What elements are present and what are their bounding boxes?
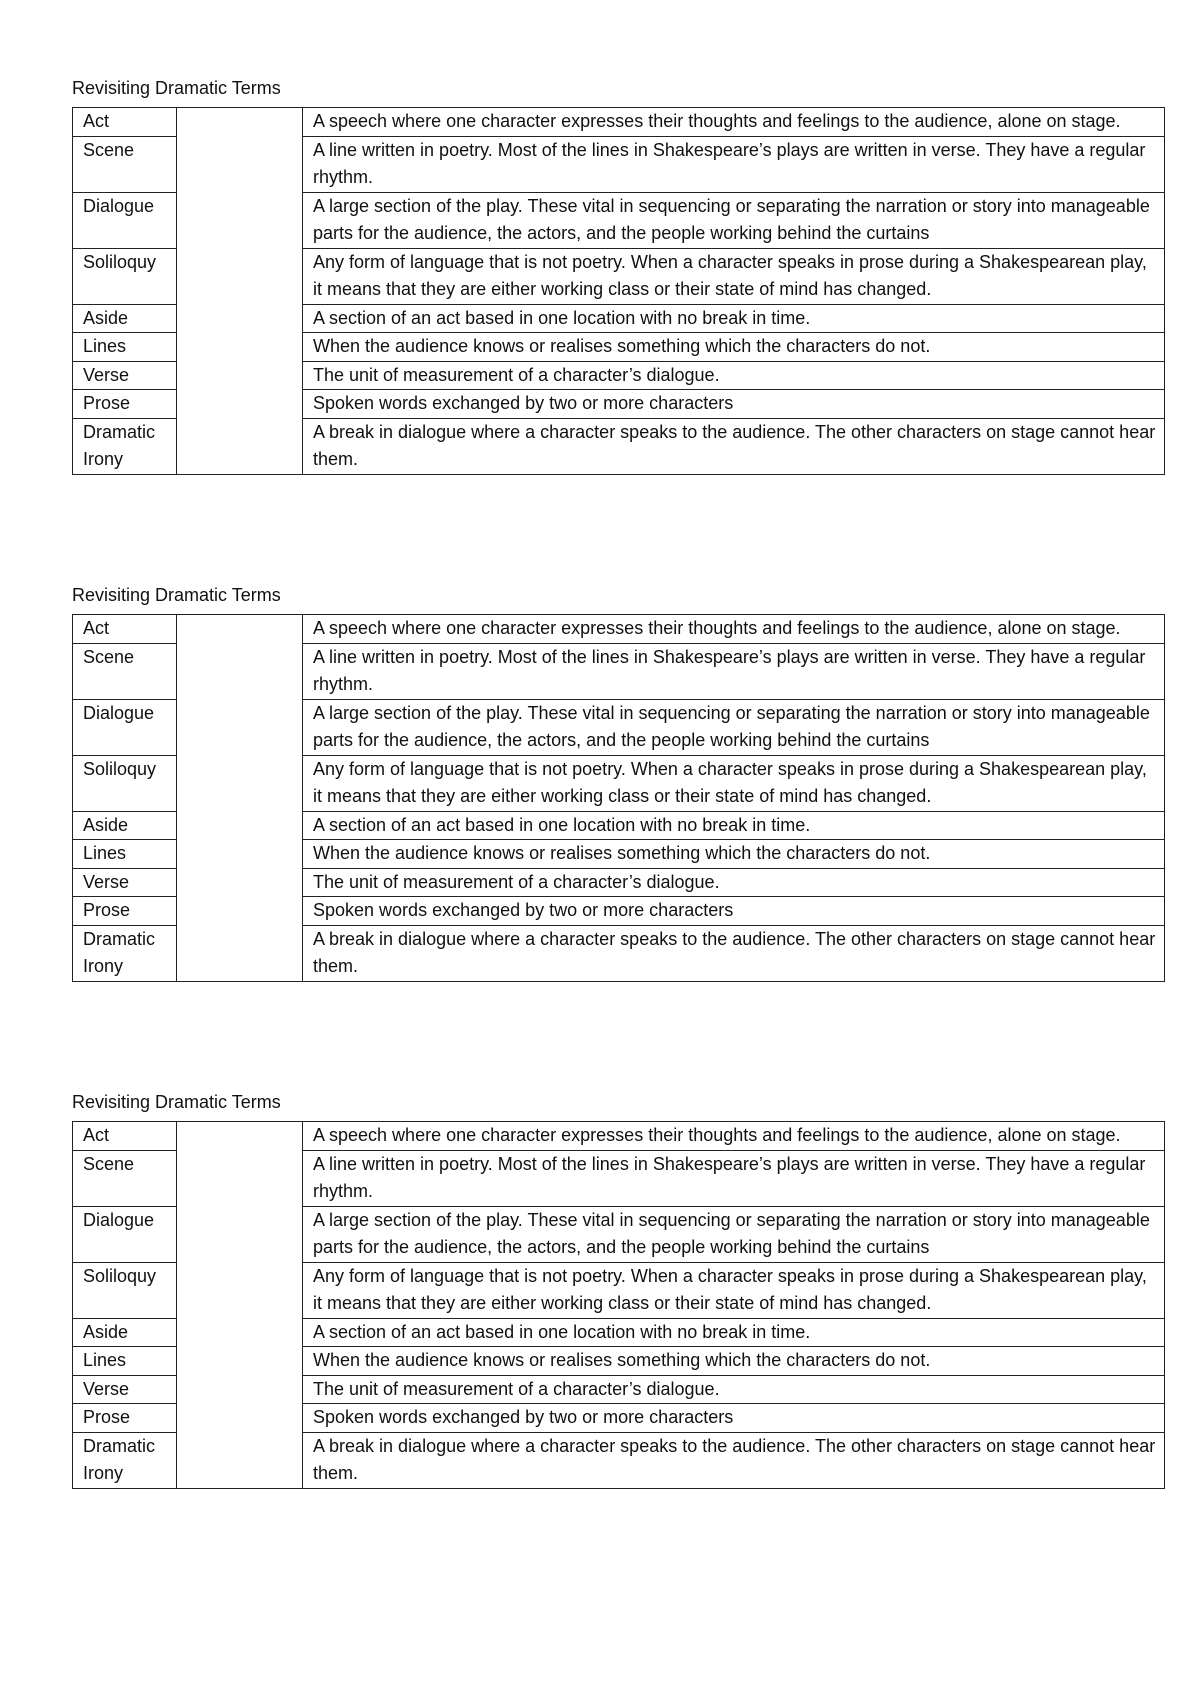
term-cell: Act bbox=[73, 108, 177, 137]
terms-table bbox=[72, 614, 1165, 982]
definition-cell: Spoken words exchanged by two or more characters bbox=[303, 1404, 1165, 1433]
definition-cell: Any form of language that is not poetry. When a character speaks in prose during a Shakespearean play, it means that they are either working class or their state of mind has changed. bbox=[303, 755, 1165, 811]
term-cell: Scene bbox=[73, 643, 177, 699]
answer-column[interactable] bbox=[177, 1122, 303, 1489]
term-cell: Prose bbox=[73, 897, 177, 926]
answer-column[interactable] bbox=[177, 108, 303, 475]
definition-cell: The unit of measurement of a character’s dialogue. bbox=[303, 361, 1165, 390]
term-cell: Dramatic Irony bbox=[73, 1432, 177, 1488]
term-cell: Act bbox=[73, 615, 177, 644]
definition-cell: A section of an act based in one location with no break in time. bbox=[303, 811, 1165, 840]
definition-cell: A large section of the play. These vital in sequencing or separating the narration or story into manageable parts for the audience, the actors, and the people working behind the curtains bbox=[303, 699, 1165, 755]
definition-cell: A large section of the play. These vital in sequencing or separating the narration or story into manageable parts for the audience, the actors, and the people working behind the curtains bbox=[303, 1206, 1165, 1262]
definition-cell: When the audience knows or realises something which the characters do not. bbox=[303, 1347, 1165, 1376]
term-cell: Verse bbox=[73, 1375, 177, 1404]
definition-cell: The unit of measurement of a character’s dialogue. bbox=[303, 1375, 1165, 1404]
definition-cell: A break in dialogue where a character speaks to the audience. The other characters on stage cannot hear them. bbox=[303, 1432, 1165, 1488]
definition-cell: Spoken words exchanged by two or more characters bbox=[303, 390, 1165, 419]
definition-cell: A section of an act based in one location with no break in time. bbox=[303, 304, 1165, 333]
term-cell: Verse bbox=[73, 868, 177, 897]
terms-section-2 bbox=[72, 583, 1164, 982]
definition-cell: A break in dialogue where a character speaks to the audience. The other characters on stage cannot hear them. bbox=[303, 925, 1165, 981]
term-cell: Dialogue bbox=[73, 192, 177, 248]
term-cell: Soliloquy bbox=[73, 755, 177, 811]
definition-cell: The unit of measurement of a character’s dialogue. bbox=[303, 868, 1165, 897]
term-cell: Soliloquy bbox=[73, 248, 177, 304]
definition-cell: Spoken words exchanged by two or more characters bbox=[303, 897, 1165, 926]
definition-cell: A speech where one character expresses their thoughts and feelings to the audience, alone on stage. bbox=[303, 108, 1165, 137]
definition-cell: A speech where one character expresses their thoughts and feelings to the audience, alone on stage. bbox=[303, 615, 1165, 644]
term-cell: Aside bbox=[73, 811, 177, 840]
term-cell: Soliloquy bbox=[73, 1262, 177, 1318]
term-cell: Scene bbox=[73, 136, 177, 192]
definition-cell: A line written in poetry. Most of the lines in Shakespeare’s plays are written in verse. They have a regular rhythm. bbox=[303, 1150, 1165, 1206]
term-cell: Lines bbox=[73, 840, 177, 869]
definition-cell: A large section of the play. These vital in sequencing or separating the narration or story into manageable parts for the audience, the actors, and the people working behind the curtains bbox=[303, 192, 1165, 248]
term-cell: Prose bbox=[73, 1404, 177, 1433]
term-cell: Verse bbox=[73, 361, 177, 390]
term-cell: Prose bbox=[73, 390, 177, 419]
definition-cell: A break in dialogue where a character speaks to the audience. The other characters on stage cannot hear them. bbox=[303, 418, 1165, 474]
definition-cell: When the audience knows or realises something which the characters do not. bbox=[303, 333, 1165, 362]
definition-cell: Any form of language that is not poetry. When a character speaks in prose during a Shakespearean play, it means that they are either working class or their state of mind has changed. bbox=[303, 1262, 1165, 1318]
answer-column[interactable] bbox=[177, 615, 303, 982]
table-row bbox=[73, 108, 1165, 137]
terms-table bbox=[72, 1121, 1165, 1489]
term-cell: Lines bbox=[73, 1347, 177, 1376]
table-row bbox=[73, 615, 1165, 644]
term-cell: Act bbox=[73, 1122, 177, 1151]
term-cell: Dramatic Irony bbox=[73, 418, 177, 474]
definition-cell: Any form of language that is not poetry. When a character speaks in prose during a Shakespearean play, it means that they are either working class or their state of mind has changed. bbox=[303, 248, 1165, 304]
terms-table bbox=[72, 107, 1165, 475]
term-cell: Dialogue bbox=[73, 699, 177, 755]
term-cell: Dramatic Irony bbox=[73, 925, 177, 981]
section-title: Revisiting Dramatic Terms bbox=[72, 585, 281, 605]
table-row bbox=[73, 1122, 1165, 1151]
terms-section-3 bbox=[72, 1090, 1164, 1489]
section-title: Revisiting Dramatic Terms bbox=[72, 1092, 281, 1112]
term-cell: Lines bbox=[73, 333, 177, 362]
definition-cell: A speech where one character expresses their thoughts and feelings to the audience, alone on stage. bbox=[303, 1122, 1165, 1151]
section-title: Revisiting Dramatic Terms bbox=[72, 78, 281, 98]
term-cell: Aside bbox=[73, 304, 177, 333]
term-cell: Aside bbox=[73, 1318, 177, 1347]
definition-cell: When the audience knows or realises something which the characters do not. bbox=[303, 840, 1165, 869]
term-cell: Dialogue bbox=[73, 1206, 177, 1262]
term-cell: Scene bbox=[73, 1150, 177, 1206]
definition-cell: A section of an act based in one location with no break in time. bbox=[303, 1318, 1165, 1347]
terms-section-1 bbox=[72, 76, 1164, 475]
definition-cell: A line written in poetry. Most of the lines in Shakespeare’s plays are written in verse. They have a regular rhythm. bbox=[303, 136, 1165, 192]
definition-cell: A line written in poetry. Most of the lines in Shakespeare’s plays are written in verse. They have a regular rhythm. bbox=[303, 643, 1165, 699]
